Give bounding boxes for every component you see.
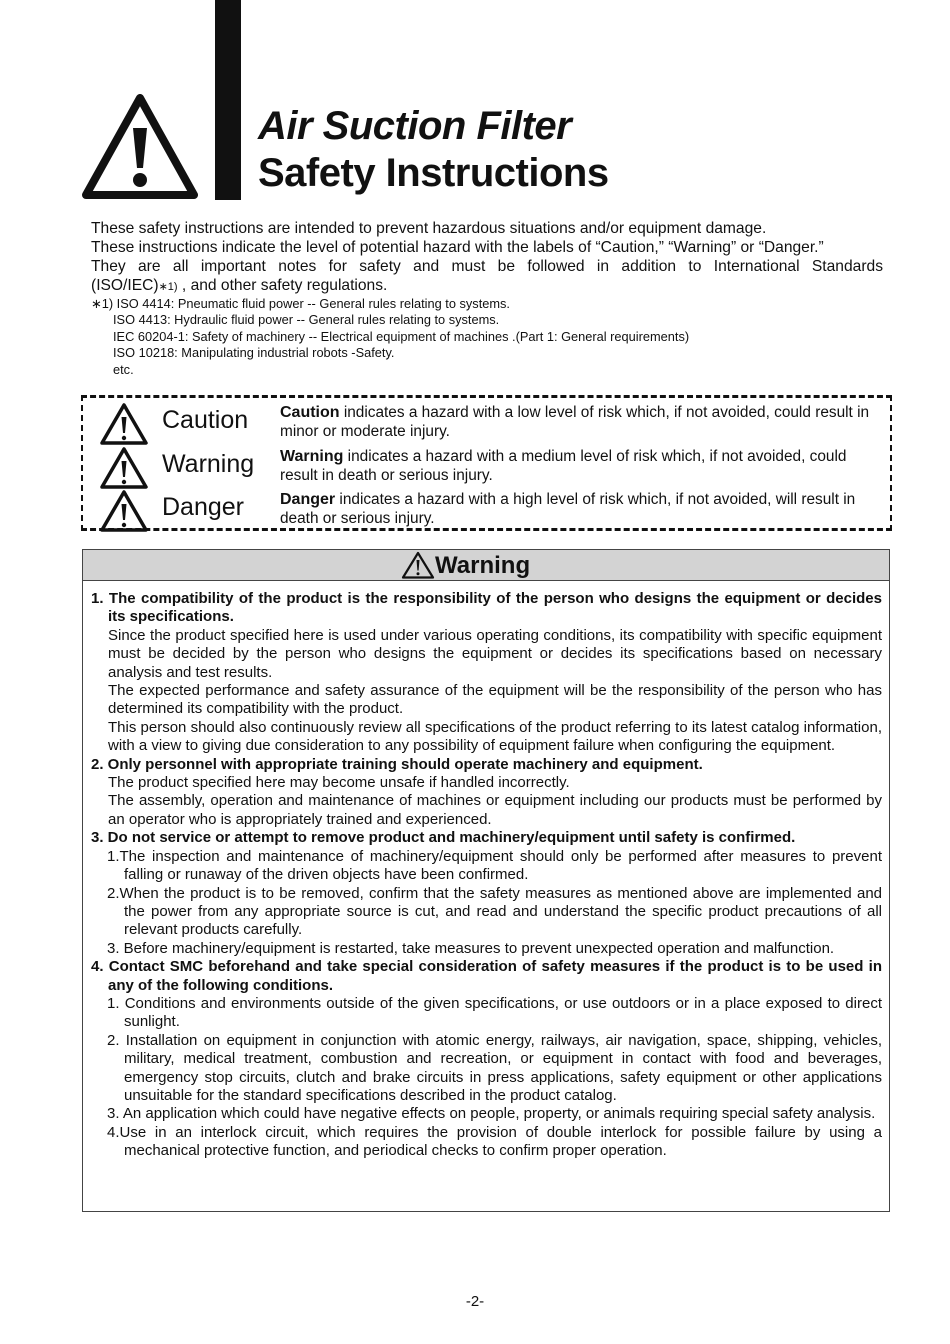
intro-line: They are all important notes for safety and must be followed in addition to International Standards: [91, 258, 883, 275]
warning-paragraph: Since the product specified here is used under various operating conditions, its compatibility with specific equipment must be decided by the person who designs the equipment or decides its specifications based on necessary analysis and test results.: [108, 626, 882, 681]
warning-triangle-icon: [82, 94, 198, 200]
warning-subitem: 3. Before machinery/equipment is restarted, take measures to prevent unexpected operation and malfunction.: [107, 939, 835, 957]
level-desc-text: indicates a hazard with a low level of risk which, if not avoided, could result in minor or moderate injury.: [280, 404, 870, 440]
warning-paragraph: The assembly, operation and maintenance of machines or equipment including our products must be performed by an operator who is appropriately trained and experienced.: [108, 792, 882, 828]
level-name: Danger: [162, 493, 244, 521]
warning-box-body: [91, 590, 882, 1161]
warning-item: [91, 958, 882, 1160]
warning-triangle-icon: [99, 446, 149, 490]
warning-item: [91, 756, 882, 830]
warning-subitem: 2. Installation on equipment in conjunction with atomic energy, railways, air navigation, space, shipping, vehicles, military, medical treatment, combustion and recreation, or equipment in contact with food and beverages, emergency stop circuits, clutch and brake circuits in press applications, safety equipment or other applications unsuitable for the standard specifications described in the product catalog.: [107, 1031, 882, 1104]
warning-triangle-icon: [401, 551, 435, 579]
level-danger: [83, 487, 890, 530]
warning-subitem: 3. An application which could have negative effects on people, property, or animals requiring special safety analysis.: [107, 1105, 876, 1123]
footnote-mark: ∗1): [158, 281, 178, 293]
intro-fragment: , and other safety regulations.: [177, 277, 388, 294]
warning-paragraph: The expected performance and safety assurance of the equipment will be the responsibility of the person who has determined its compatibility with the product.: [108, 682, 882, 718]
reference-item: ∗1) ISO 4414: Pneumatic fluid power -- General rules relating to systems.: [91, 296, 510, 311]
level-desc: [280, 490, 880, 528]
level-caution: [83, 400, 890, 443]
level-warning: [83, 444, 890, 487]
warning-box: [82, 549, 890, 1212]
hazard-levels-box: [81, 395, 892, 531]
warning-paragraph: This person should also continuously review all specifications of the product referring to its latest catalog information, with a view to giving due consideration to any possibility of equipment failure when configuring the equipment.: [108, 718, 882, 755]
intro-line: These instructions indicate the level of potential hazard with the labels of “Caution,” “Warning” or “Danger.”: [91, 239, 824, 256]
page-title-line1: Air Suction Filter: [258, 104, 572, 148]
warning-subitem: 1. Conditions and environments outside of the given specifications, or use outdoors or in a place exposed to direct sunlight.: [107, 994, 882, 1031]
level-desc: [280, 403, 880, 441]
warning-item-heading: 2. Only personnel with appropriate training should operate machinery and equipment.: [91, 755, 703, 773]
intro-text: [91, 219, 883, 297]
intro-line: These safety instructions are intended to prevent hazardous situations and/or equipment damage.: [91, 220, 767, 237]
caution-triangle-icon: [99, 402, 149, 446]
references-list: [91, 296, 851, 378]
reference-item: IEC 60204-1: Safety of machinery -- Electrical equipment of machines .(Part 1: General requirements): [113, 328, 690, 344]
title-bar: [215, 0, 241, 200]
page-number: -2-: [465, 1293, 485, 1310]
danger-triangle-icon: [99, 489, 149, 533]
level-name: Caution: [162, 406, 249, 434]
level-term: Danger: [280, 491, 336, 508]
reference-item: ISO 4413: Hydraulic fluid power -- General rules relating to systems.: [113, 312, 500, 328]
level-name: Warning: [162, 450, 255, 478]
reference-item: ISO 10218: Manipulating industrial robots -Safety.: [113, 345, 395, 361]
warning-item-heading: 3. Do not service or attempt to remove product and machinery/equipment until safety is confirmed.: [91, 829, 796, 847]
reference-item: etc.: [113, 361, 134, 377]
warning-paragraph: The product specified here may become unsafe if handled incorrectly.: [108, 774, 570, 792]
warning-subitem: 2.When the product is to be removed, confirm that the safety measures as mentioned above are implemented and the power from any appropriate source is cut, and read and understand the specific product precautions of all relevant products carefully.: [107, 884, 882, 939]
level-desc: [280, 447, 880, 485]
level-term: Warning: [280, 448, 344, 465]
warning-item: [91, 590, 882, 756]
level-desc-text: indicates a hazard with a high level of risk which, if not avoided, will result in death or serious injury.: [280, 491, 856, 527]
warning-item-heading: 4. Contact SMC beforehand and take special consideration of safety measures if the product is to be used in any of the following conditions.: [91, 958, 882, 994]
level-desc-text: indicates a hazard with a medium level of risk which, if not avoided, could result in death or serious injury.: [280, 448, 847, 484]
page-title-line2: Safety Instructions: [258, 151, 609, 195]
warning-item-heading: 1. The compatibility of the product is the responsibility of the person who designs the equipment or decides its specifications.: [91, 590, 882, 626]
warning-subitem: 4.Use in an interlock circuit, which requires the provision of double interlock for possible failure by using a mechanical protective function, and periodical checks to confirm proper operation.: [107, 1123, 882, 1160]
level-term: Caution: [280, 404, 340, 421]
intro-fragment: (ISO/IEC): [91, 277, 159, 294]
warning-box-header: [83, 550, 889, 581]
warning-subitem: 1.The inspection and maintenance of machinery/equipment should only be performed after measures to prevent falling or runaway of the driven objects have been confirmed.: [107, 847, 882, 884]
warning-heading-text: Warning: [435, 552, 531, 579]
warning-heading: [401, 551, 530, 581]
intro-line: [91, 276, 883, 297]
warning-item: [91, 829, 882, 958]
